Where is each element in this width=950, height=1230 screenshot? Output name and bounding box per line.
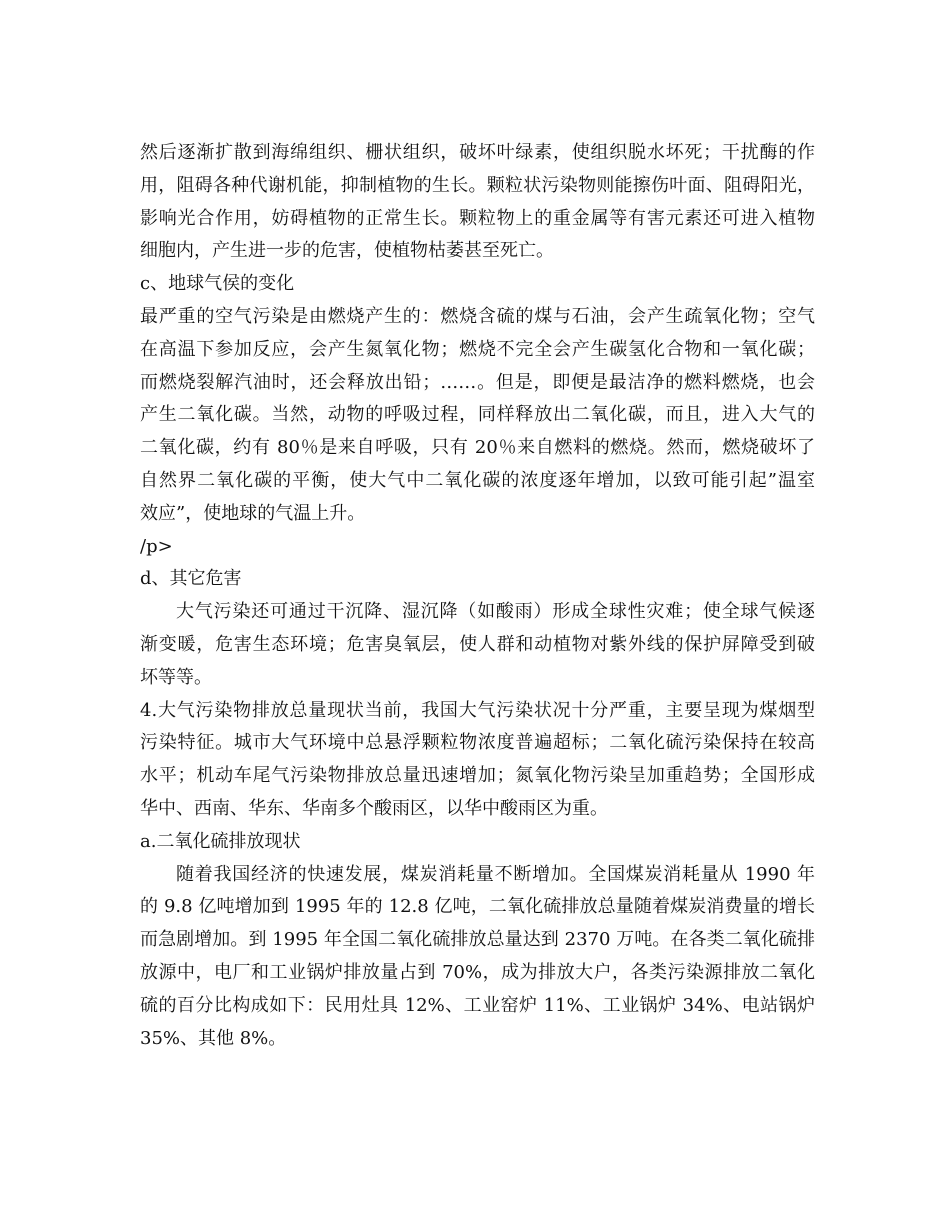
paragraph-combustion	[140, 301, 815, 531]
section-heading-so2-status: a.二氧化硫排放现状	[140, 830, 301, 852]
text-line: 影响光合作用，妨碍植物的正常生长。颗粒物上的重金属等有害元素还可进入植物	[140, 207, 815, 229]
text-line: 污染特征。城市大气环境中总悬浮颗粒物浓度普遍超标；二氧化硫污染保持在较高	[140, 732, 815, 754]
text-line: 在高温下参加反应，会产生氮氧化物；燃烧不完全会产生碳氢化合物和一氧化碳；	[140, 338, 815, 360]
stray-markup-text: /p>	[140, 535, 173, 557]
text-line: 35%、其他 8%。	[140, 1027, 287, 1049]
text-line: 水平；机动车尾气污染物排放总量迅速增加；氮氧化物污染呈加重趋势；全国形成	[140, 765, 815, 787]
text-line: 细胞内，产生进一步的危害，使植物枯萎甚至死亡。	[140, 240, 554, 262]
paragraph-other-hazards	[140, 596, 815, 694]
text-line: 自然界二氧化碳的平衡，使大气中二氧化碳的浓度逐年增加，以致可能引起”温室	[140, 469, 815, 491]
text-line: 坏等等。	[140, 666, 212, 688]
text-line: 产生二氧化碳。当然，动物的呼吸过程，同样释放出二氧化碳，而且，进入大气的	[140, 404, 815, 426]
text-line: 硫的百分比构成如下：民用灶具 12%、工业窑炉 11%、工业锅炉 34%、电站锅炉	[140, 994, 815, 1016]
paragraph-emission-status	[140, 695, 815, 826]
text-line: 效应”，使地球的气温上升。	[140, 502, 366, 524]
paragraph-so2-emission	[140, 859, 815, 1056]
text-line: 华中、西南、华东、华南多个酸雨区，以华中酸雨区为重。	[140, 797, 608, 819]
text-line: 而燃烧裂解汽油时，还会释放出铅；……。但是，即便是最洁净的燃料燃烧，也会	[140, 371, 815, 393]
text-line: 4.大气污染物排放总量现状当前，我国大气污染状况十分严重，主要呈现为煤烟型	[140, 699, 815, 721]
text-line: 渐变暖，危害生态环境；危害臭氧层，使人群和动植物对紫外线的保护屏障受到破	[140, 633, 815, 655]
text-line: 二氧化碳，约有 80％是来自呼吸，只有 20％来自燃料的燃烧。然而，燃烧破坏了	[140, 437, 815, 459]
text-line: 用，阻碍各种代谢机能，抑制植物的生长。颗粒状污染物则能擦伤叶面、阻碍阳光，	[140, 174, 815, 196]
text-line: 然后逐渐扩散到海绵组织、栅状组织，破坏叶绿素，使组织脱水坏死；干扰酶的作	[140, 142, 815, 163]
text-line: 的 9.8 亿吨增加到 1995 年的 12.8 亿吨，二氧化硫排放总量随着煤炭消费量的增长	[140, 896, 815, 918]
text-line: 而急剧增加。到 1995 年全国二氧化硫排放总量达到 2370 万吨。在各类二氧化硫排	[140, 929, 815, 951]
text-line: 大气污染还可通过干沉降、湿沉降（如酸雨）形成全球性灾难；使全球气候逐	[176, 601, 815, 623]
document-page	[140, 137, 815, 1055]
text-line: 最严重的空气污染是由燃烧产生的：燃烧含硫的煤与石油，会产生疏氧化物；空气	[140, 305, 815, 327]
section-heading-climate-change: c、地球气侯的变化	[140, 273, 295, 295]
paragraph-plant-damage	[140, 137, 815, 268]
section-heading-other-hazards: d、其它危害	[140, 568, 242, 590]
text-line: 随着我国经济的快速发展，煤炭消耗量不断增加。全国煤炭消耗量从 1990 年	[176, 863, 815, 885]
text-line: 放源中，电厂和工业锅炉排放量占到 70%，成为排放大户，各类污染源排放二氧化	[140, 961, 815, 983]
